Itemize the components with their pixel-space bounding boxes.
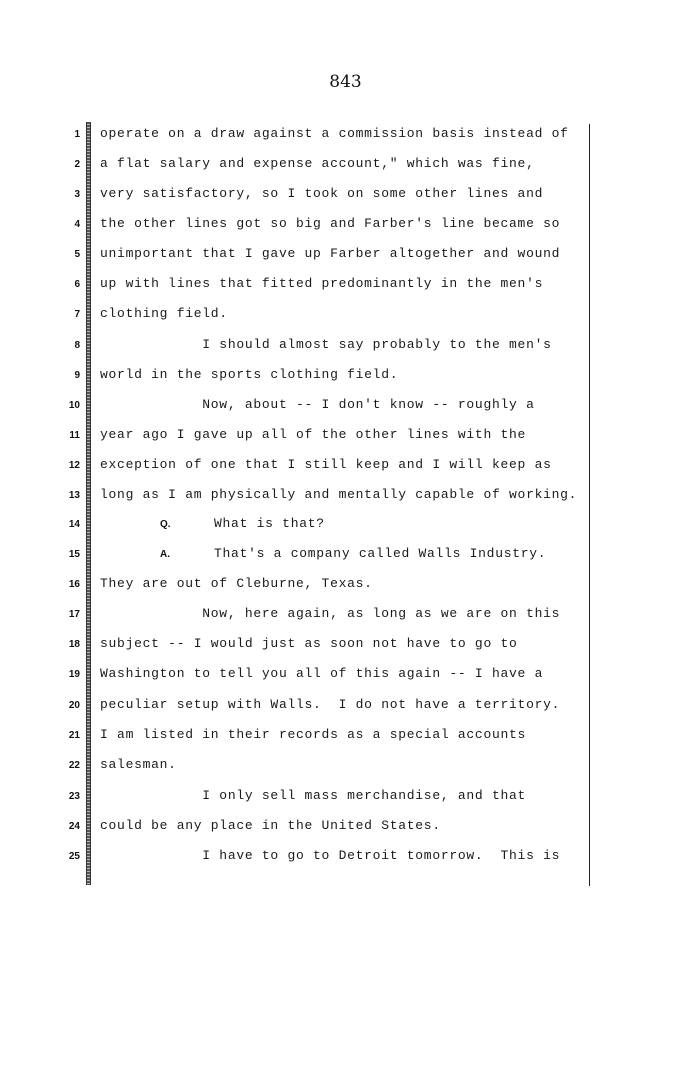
- transcript-line: I have to go to Detroit tomorrow. This is: [100, 848, 561, 863]
- line-number: 2: [74, 159, 80, 170]
- line-number: 12: [68, 460, 80, 471]
- line-number: 13: [68, 490, 80, 501]
- answer-marker: A.: [160, 549, 170, 560]
- line-number: 1: [74, 129, 80, 140]
- transcript-line: year ago I gave up all of the other lines with the: [100, 427, 527, 442]
- line-number: 18: [68, 639, 80, 650]
- line-number: 8: [74, 340, 80, 351]
- line-number: 3: [74, 189, 80, 200]
- transcript-line: could be any place in the United States.: [100, 818, 441, 833]
- transcript-line: up with lines that fitted predominantly in the men's: [100, 276, 544, 291]
- transcript-line: Now, about -- I don't know -- roughly a: [100, 397, 535, 412]
- question-marker: Q.: [160, 519, 171, 530]
- line-number: 25: [68, 851, 80, 862]
- left-margin-rule: [86, 122, 91, 885]
- page-number: 843: [329, 72, 362, 92]
- transcript-line: the other lines got so big and Farber's line became so: [100, 216, 561, 231]
- transcript-line: unimportant that I gave up Farber altogether and wound: [100, 246, 561, 261]
- line-number: 16: [68, 579, 80, 590]
- transcript-line: very satisfactory, so I took on some other lines and: [100, 186, 544, 201]
- line-number: 11: [69, 430, 80, 441]
- line-number: 6: [74, 279, 80, 290]
- line-number: 9: [74, 370, 80, 381]
- transcript-line: world in the sports clothing field.: [100, 367, 399, 382]
- line-number: 5: [74, 249, 80, 260]
- transcript-line: I only sell mass merchandise, and that: [100, 788, 527, 803]
- line-number: 21: [68, 730, 80, 741]
- line-number: 17: [68, 609, 80, 620]
- transcript-line: peculiar setup with Walls. I do not have a territory.: [100, 697, 561, 712]
- transcript-line: long as I am physically and mentally capable of working.: [100, 487, 578, 502]
- line-number: 15: [68, 549, 80, 560]
- transcript-line: subject -- I would just as soon not have to go to: [100, 636, 518, 651]
- right-margin-rule: [589, 124, 590, 886]
- line-number: 23: [68, 791, 80, 802]
- transcript-line: That's a company called Walls Industry.: [214, 546, 547, 561]
- transcript-line: They are out of Cleburne, Texas.: [100, 576, 373, 591]
- line-number: 20: [68, 700, 80, 711]
- line-number: 22: [68, 760, 80, 771]
- transcript-line: operate on a draw against a commission basis instead of: [100, 126, 569, 141]
- line-number: 19: [68, 669, 80, 680]
- transcript-line: exception of one that I still keep and I will keep as: [100, 457, 552, 472]
- transcript-line: I should almost say probably to the men's: [100, 337, 552, 352]
- line-number: 4: [74, 219, 80, 230]
- transcript-line: Now, here again, as long as we are on this: [100, 606, 561, 621]
- transcript-line: clothing field.: [100, 306, 228, 321]
- transcript-line: Washington to tell you all of this again -- I have a: [100, 666, 544, 681]
- transcript-line: What is that?: [214, 516, 325, 531]
- transcript-line: salesman.: [100, 757, 177, 772]
- line-number: 10: [68, 400, 80, 411]
- line-number: 7: [74, 309, 80, 320]
- line-number: 24: [68, 821, 80, 832]
- transcript-line: a flat salary and expense account," which was fine,: [100, 156, 535, 171]
- transcript-line: I am listed in their records as a special accounts: [100, 727, 527, 742]
- line-number: 14: [68, 519, 80, 530]
